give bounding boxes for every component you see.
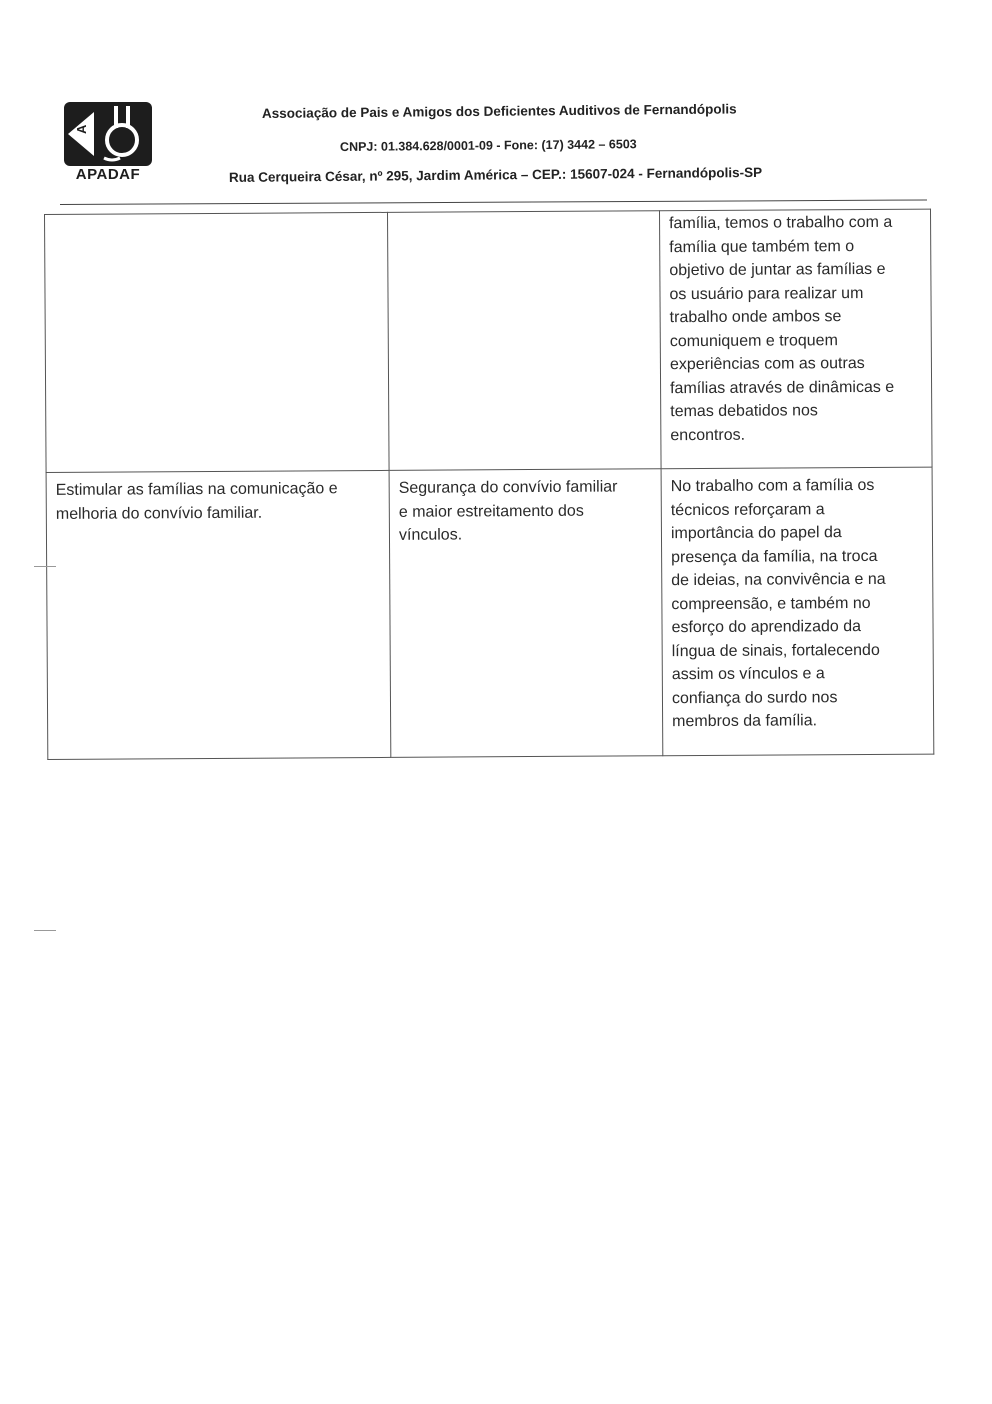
table-row <box>45 209 933 472</box>
table-cell-description <box>661 467 934 756</box>
svg-text:A: A <box>74 124 89 134</box>
scan-mark <box>34 930 56 931</box>
cell-text: No trabalho com a família os técnicos reforçaram a importância do papel da presença da família, na troca de ideias, na convivência e na compreensão, e também no esforço do aprendizado da língua de sinais, fortalecendo assim os vínculos e a confiança do surdo nos membros da família. <box>670 476 886 731</box>
cell-text <box>397 212 653 214</box>
table-cell-description <box>659 209 932 469</box>
report-table <box>44 209 934 760</box>
table-cell-objective <box>45 212 390 472</box>
cell-text: Estimular as famílias na comunicação e melhoria do convívio familiar. <box>55 480 338 523</box>
table-cell-result <box>387 211 661 471</box>
table-cell-objective <box>46 470 391 759</box>
cell-text: Segurança do convívio familiar e maior estreitamento dos vínculos. <box>398 478 618 544</box>
logo-emblem <box>64 102 152 166</box>
cnpj-phone-line: CNPJ: 01.384.628/0001-09 - Fone: (17) 3442 – 6503 <box>339 137 637 154</box>
report-table-wrapper <box>44 209 933 760</box>
apadaf-logo <box>62 102 154 182</box>
table-row <box>46 467 934 759</box>
scan-mark <box>34 566 56 567</box>
cell-text <box>54 214 381 216</box>
logo-emblem-icon <box>64 102 152 166</box>
table-cell-result <box>389 469 663 758</box>
organization-name: Associação de Pais e Amigos dos Deficientes Auditivos de Fernandópolis <box>261 101 737 121</box>
logo-text: APADAF <box>75 166 141 183</box>
address-line: Rua Cerqueira César, nº 295, Jardim América – CEP.: 15607-024 - Fernandópolis-SP <box>228 164 763 185</box>
cell-text: família, temos o trabalho com a família que também tem o objetivo de juntar as famílias e os usuário para realizar um trabalho onde ambos se comuniquem e troquem experiências com as outras famílias através de dinâmicas e temas debatidos nos encontros. <box>669 213 895 444</box>
header-divider <box>60 199 927 205</box>
